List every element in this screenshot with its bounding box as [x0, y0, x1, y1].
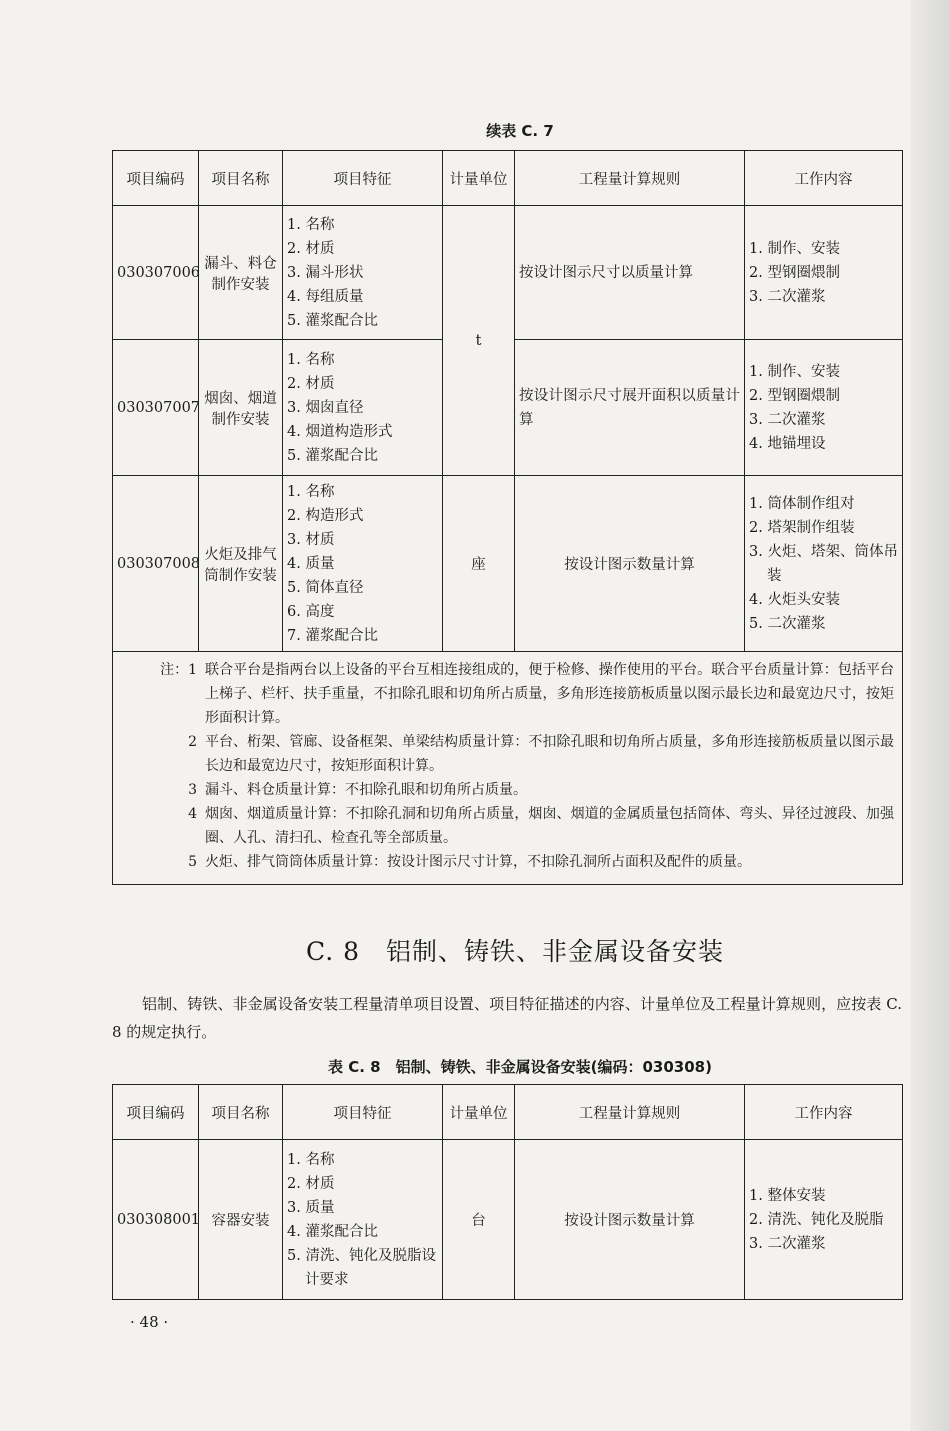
header-name: 项目名称 — [199, 1085, 283, 1140]
note-text: 火炬、排气筒筒体质量计算：按设计图示尺寸计算，不扣除孔洞所占面积及配件的质量。 — [205, 854, 751, 870]
header-code: 项目编码 — [113, 151, 199, 206]
item-work — [745, 206, 903, 340]
item-work — [745, 1140, 903, 1300]
feature-item: 5. 灌浆配合比 — [287, 312, 378, 329]
feature-item: 3. 材质 — [287, 531, 335, 548]
feature-item: 2. 材质 — [287, 375, 335, 392]
item-features — [283, 340, 443, 476]
item-code: 030307007 — [113, 340, 199, 476]
table-c8-title: 表 C. 8 铝制、铸铁、非金属设备安装(编码：030308) — [328, 1058, 712, 1076]
item-code: 030308001 — [113, 1140, 199, 1300]
note-item — [121, 802, 894, 850]
note-item — [121, 730, 894, 778]
header-unit: 计量单位 — [443, 1085, 515, 1140]
header-name: 项目名称 — [199, 151, 283, 206]
note-number: 注：1 — [160, 662, 197, 678]
work-item: 1. 筒体制作组对 — [749, 495, 855, 512]
item-features — [283, 206, 443, 340]
item-name: 漏斗、料仓制作安装 — [199, 206, 283, 340]
feature-item: 6. 高度 — [287, 603, 335, 620]
work-item: 1. 制作、安装 — [749, 240, 840, 257]
work-item: 2. 型钢圈煨制 — [749, 264, 840, 281]
note-item — [121, 778, 894, 802]
header-features: 项目特征 — [283, 1085, 443, 1140]
table-header-row — [113, 151, 903, 206]
table-c8 — [112, 1084, 903, 1300]
feature-item: 7. 灌浆配合比 — [287, 627, 378, 644]
work-item: 3. 二次灌浆 — [749, 288, 826, 305]
feature-item: 3. 烟囱直径 — [287, 399, 364, 416]
feature-item: 5. 清洗、钝化及脱脂设计要求 — [287, 1247, 436, 1288]
header-unit: 计量单位 — [443, 151, 515, 206]
item-features — [283, 1140, 443, 1300]
item-name: 火炬及排气筒制作安装 — [199, 476, 283, 652]
feature-item: 4. 每组质量 — [287, 288, 364, 305]
feature-item: 1. 名称 — [287, 1151, 335, 1168]
table-row — [113, 476, 903, 652]
feature-item: 1. 名称 — [287, 216, 335, 233]
work-item: 1. 制作、安装 — [749, 363, 840, 380]
item-work — [745, 476, 903, 652]
work-item: 4. 地锚埋设 — [749, 435, 826, 452]
page-number: · 48 · — [130, 1313, 169, 1331]
table-header-row — [113, 1085, 903, 1140]
item-rule: 按设计图示尺寸以质量计算 — [515, 206, 745, 340]
page-edge — [910, 0, 950, 1431]
feature-item: 3. 质量 — [287, 1199, 335, 1216]
item-features — [283, 476, 443, 652]
table-row — [113, 206, 903, 340]
work-item: 1. 整体安装 — [749, 1187, 826, 1204]
work-item: 3. 二次灌浆 — [749, 1235, 826, 1252]
work-item: 3. 二次灌浆 — [749, 411, 826, 428]
feature-item: 5. 灌浆配合比 — [287, 447, 378, 464]
section-heading: C. 8 铝制、铸铁、非金属设备安装 — [305, 937, 725, 966]
header-work: 工作内容 — [745, 151, 903, 206]
item-rule: 按设计图示数量计算 — [515, 476, 745, 652]
work-item: 4. 火炬头安装 — [749, 591, 840, 608]
item-unit: 台 — [443, 1140, 515, 1300]
feature-item: 4. 灌浆配合比 — [287, 1223, 378, 1240]
feature-item: 2. 材质 — [287, 240, 335, 257]
table-c7-title: 续表 C. 7 — [486, 122, 554, 140]
note-number: 2 — [188, 734, 197, 750]
feature-item: 3. 漏斗形状 — [287, 264, 364, 281]
item-name: 烟囱、烟道制作安装 — [199, 340, 283, 476]
feature-item: 1. 名称 — [287, 483, 335, 500]
header-rule: 工程量计算规则 — [515, 151, 745, 206]
note-number: 5 — [188, 854, 197, 870]
work-item: 5. 二次灌浆 — [749, 615, 826, 632]
table-c7 — [112, 150, 903, 885]
work-item: 2. 塔架制作组装 — [749, 519, 855, 536]
item-unit: 座 — [443, 476, 515, 652]
note-item — [121, 658, 894, 730]
notes-row — [113, 652, 903, 885]
note-text: 联合平台是指两台以上设备的平台互相连接组成的，便于检修、操作使用的平台。联合平台质量计算：包括平台上梯子、栏杆、扶手重量，不扣除孔眼和切角所占质量，多角形连接筋板质量以图示最长边和最宽边尺寸，按矩形面积计算。 — [205, 662, 894, 726]
header-work: 工作内容 — [745, 1085, 903, 1140]
work-item: 3. 火炬、塔架、筒体吊装 — [749, 543, 898, 584]
feature-item: 5. 简体直径 — [287, 579, 364, 596]
item-name: 容器安装 — [199, 1140, 283, 1300]
item-code: 030307006 — [113, 206, 199, 340]
notes-cell — [113, 652, 903, 885]
header-rule: 工程量计算规则 — [515, 1085, 745, 1140]
section-intro: 铝制、铸铁、非金属设备安装工程量清单项目设置、项目特征描述的内容、计量单位及工程量计算规则，应按表 C. 8 的规定执行。 — [112, 995, 902, 1041]
feature-item: 2. 材质 — [287, 1175, 335, 1192]
table-row — [113, 1140, 903, 1300]
item-work — [745, 340, 903, 476]
note-text: 平台、桁架、管廊、设备框架、单梁结构质量计算：不扣除孔眼和切角所占质量，多角形连接筋板质量以图示最长边和最宽边尺寸，按矩形面积计算。 — [205, 734, 894, 774]
feature-item: 4. 质量 — [287, 555, 335, 572]
feature-item: 4. 烟道构造形式 — [287, 423, 393, 440]
feature-item: 2. 构造形式 — [287, 507, 364, 524]
note-number: 3 — [188, 782, 197, 798]
item-code: 030307008 — [113, 476, 199, 652]
item-rule: 按设计图示尺寸展开面积以质量计算 — [515, 340, 745, 476]
item-unit: t — [443, 206, 515, 476]
feature-item: 1. 名称 — [287, 351, 335, 368]
item-rule: 按设计图示数量计算 — [515, 1140, 745, 1300]
note-text: 烟囱、烟道质量计算：不扣除孔洞和切角所占质量，烟囱、烟道的金属质量包括筒体、弯头、异径过渡段、加强圈、人孔、清扫孔、检查孔等全部质量。 — [205, 806, 894, 846]
note-text: 漏斗、料仓质量计算：不扣除孔眼和切角所占质量。 — [205, 782, 527, 798]
note-item — [121, 850, 894, 874]
work-item: 2. 型钢圈煨制 — [749, 387, 840, 404]
work-item: 2. 清洗、钝化及脱脂 — [749, 1211, 884, 1228]
note-number: 4 — [188, 806, 197, 822]
header-code: 项目编码 — [113, 1085, 199, 1140]
header-features: 项目特征 — [283, 151, 443, 206]
